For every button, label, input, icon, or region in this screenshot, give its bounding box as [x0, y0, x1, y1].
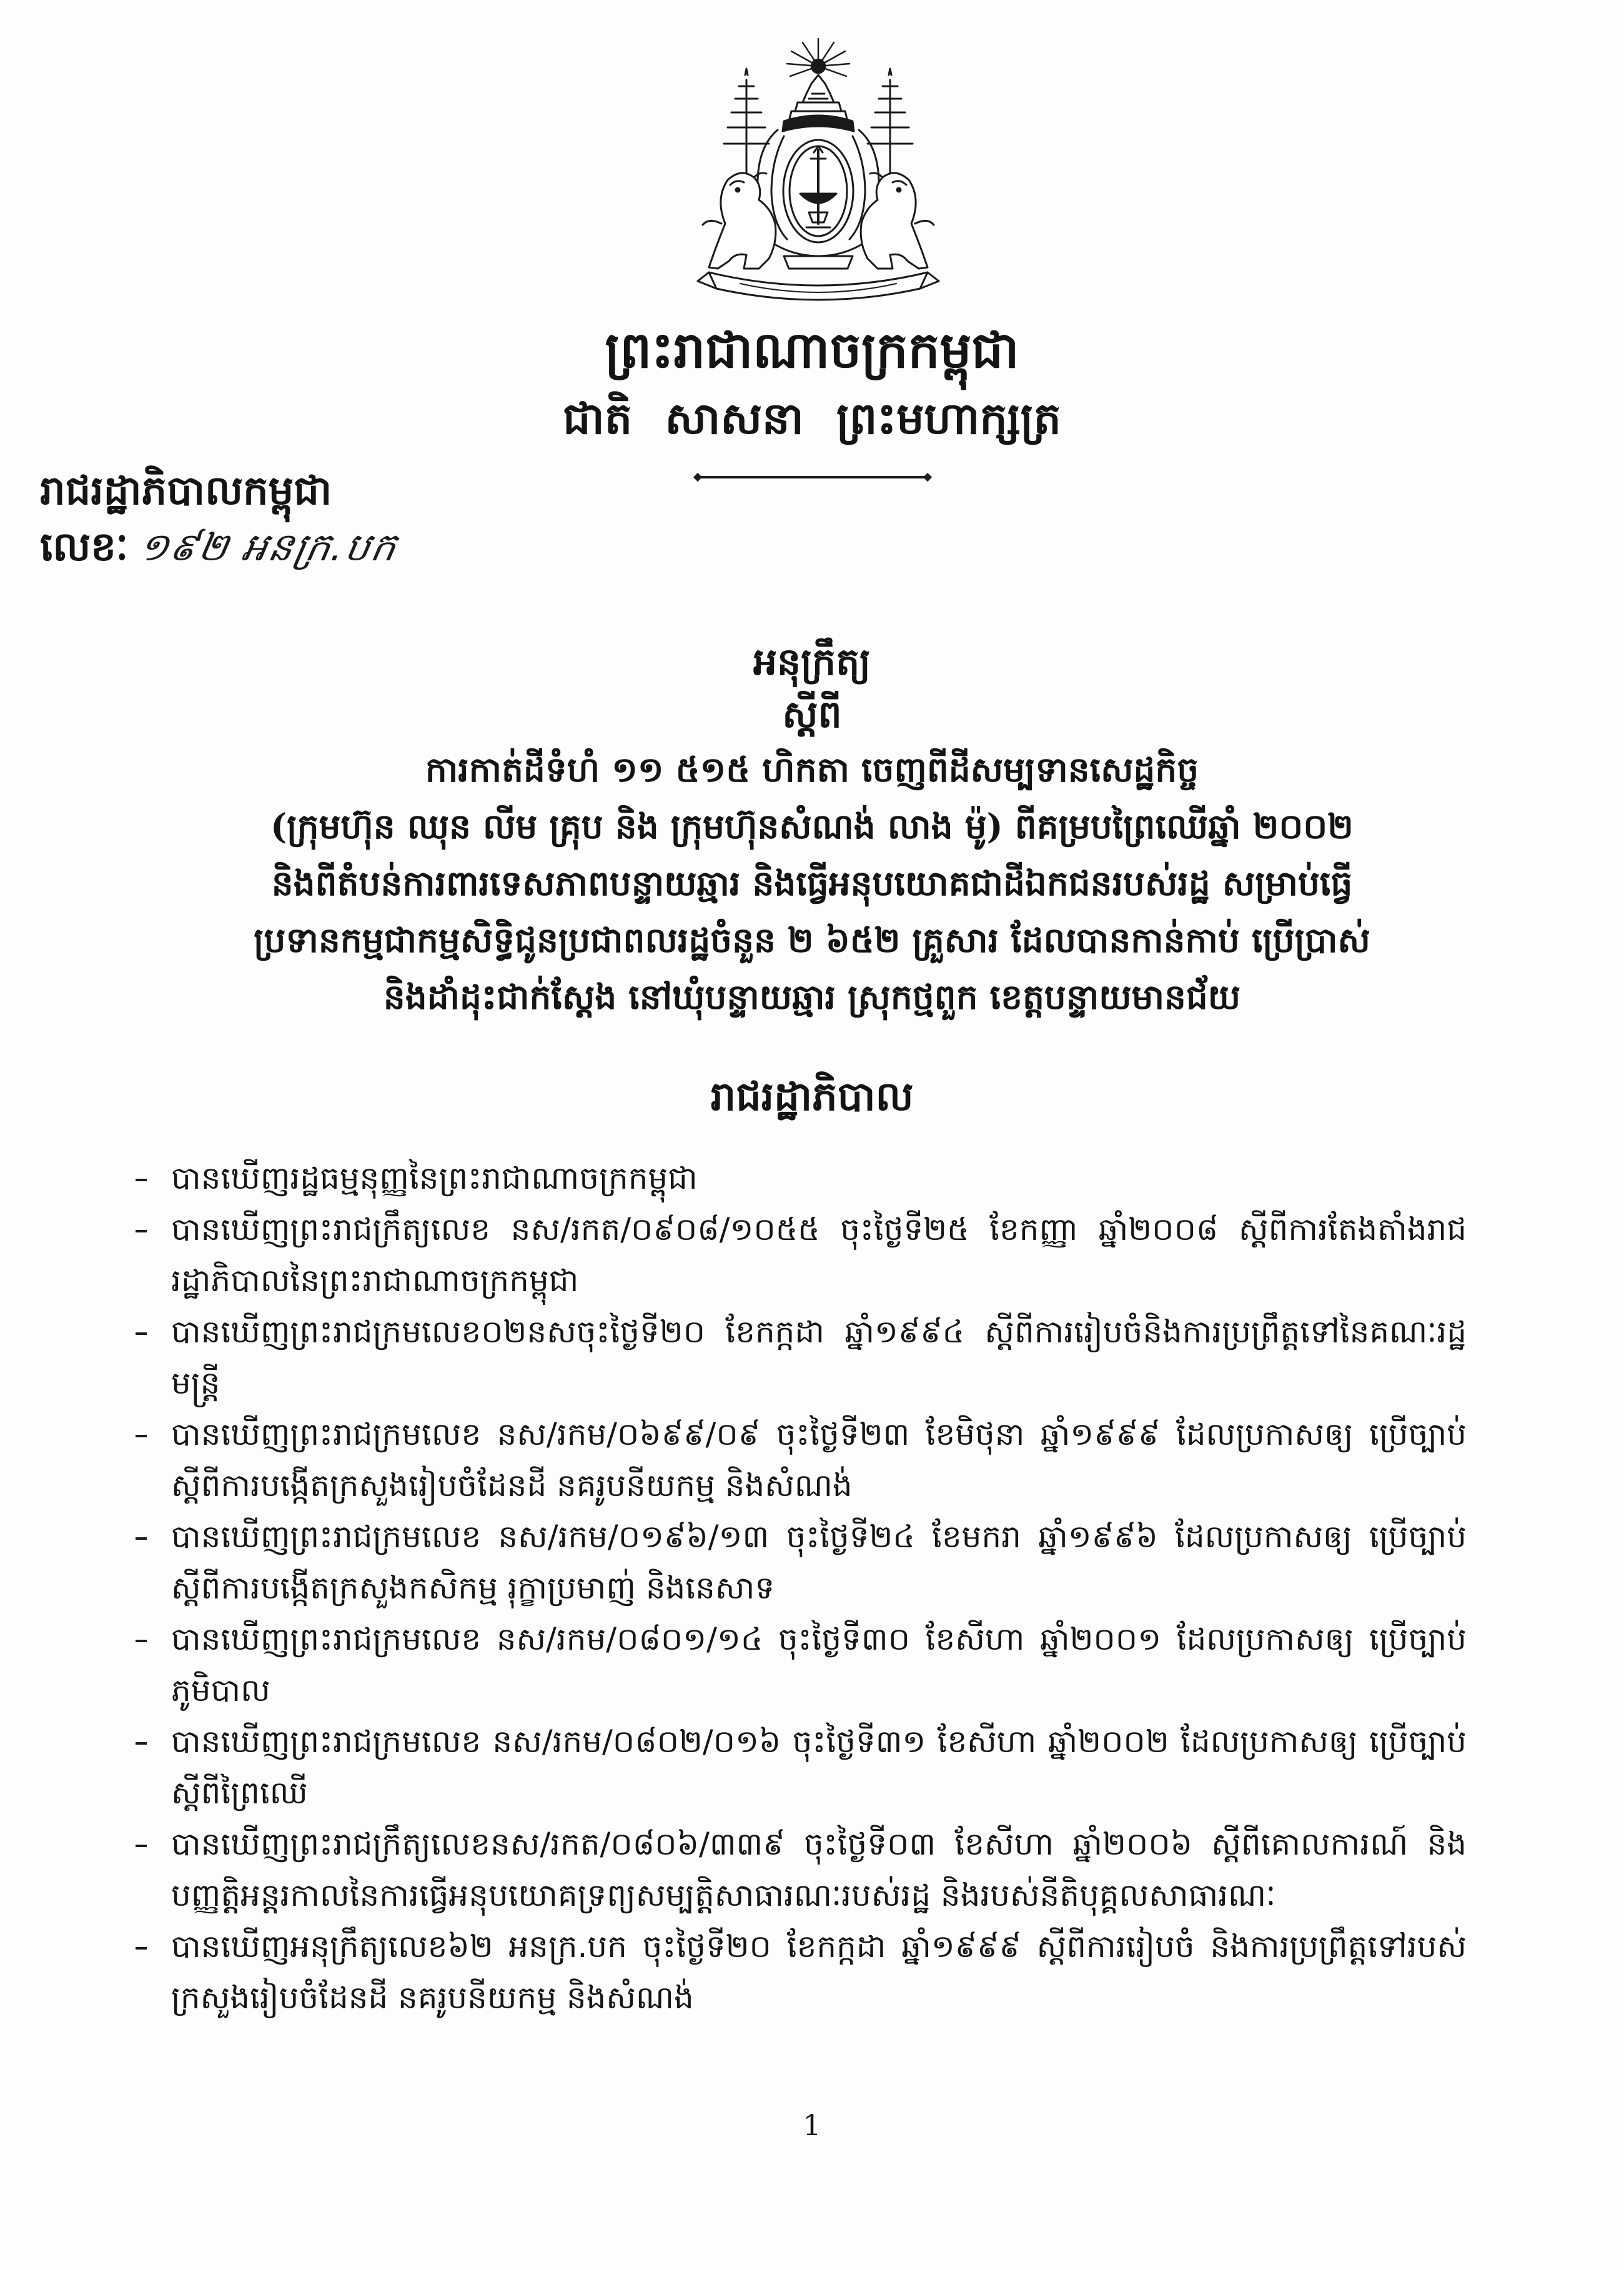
bullet-dash: [128, 1204, 171, 1255]
preamble-item-text: បានឃើញព្រះរាជក្រមលេខ នស/រកម/០៦៩៩/០៩ ចុះថ្ងៃទី២៣ ខែមិថុនា ឆ្នាំ១៩៩៩ ដែលប្រកាសឲ្យ ប្រើច្បាប់ស្តីពីការបង្កើតក្រសួងរៀបចំដែនដី នគរូបនីយកម្ម និងសំណង់: [171, 1416, 1467, 1504]
title-line: និងដាំដុះជាក់ស្តែង នៅឃុំបន្ទាយឆ្មារ ស្រុកថ្មពួក ខេត្តបន្ទាយមានជ័យ: [383, 976, 1241, 1017]
bullet-dash: [128, 1613, 171, 1665]
preamble-item-text: បានឃើញអនុក្រឹត្យលេខ៦២ អនក្រ.បក ចុះថ្ងៃទី២០ ខែកក្កដា ឆ្នាំ១៩៩៩ ស្តីពីការរៀបចំ និងការប្រព្រឹត្តទៅរបស់ក្រសួងរៀបចំដែនដី នគរូបនីយកម្ម និងសំណង់: [171, 1928, 1467, 2016]
document-number-handwritten: ១៩២ អនក្រ.បក: [136, 524, 402, 570]
bullet-dash: [128, 1818, 171, 1870]
crown: [783, 75, 854, 131]
left-supporter: [703, 69, 776, 269]
preamble-item-text: បានឃើញព្រះរាជក្រមលេខ នស/រកម/០១៩៦/១៣ ចុះថ្ងៃទី២៤ ខែមករា ឆ្នាំ១៩៩៦ ដែលប្រកាសឲ្យ ប្រើច្បាប់ស្តីពីការបង្កើតក្រសួងកសិកម្ម រុក្ខាប្រមាញ់ និងនេសាទ: [171, 1519, 1467, 1606]
title-prefix: ស្តីពី: [782, 693, 842, 736]
preamble-item-text: បានឃើញព្រះរាជក្រឹត្យលេខ នស/រកត/០៩០៨/១០៥៥ ចុះថ្ងៃទី២៥ ខែកញ្ញា ឆ្នាំ២០០៨ ស្តីពីការតែងតាំងរាជរដ្ឋាភិបាលនៃព្រះរាជាណាចក្រកម្ពុជា: [171, 1211, 1467, 1299]
title-line: ការកាត់ដីទំហំ ១១ ៥១៥ ហិកតា ចេញពីដីសម្បទានសេដ្ឋកិច្ច: [425, 749, 1199, 790]
shield: [783, 140, 853, 242]
preamble-item-text: បានឃើញព្រះរាជក្រមលេខ នស/រកម/០៨០២/០១៦ ចុះថ្ងៃទី៣១ ខែសីហា ឆ្នាំ២០០២ ដែលប្រកាសឲ្យ ប្រើច្បាប់ស្តីពីព្រៃឈើ: [171, 1723, 1467, 1811]
bullet-dash: [128, 1511, 171, 1562]
sun-rays: [787, 39, 849, 76]
bullet-dash: [128, 1409, 171, 1460]
bullet-dash: [128, 1152, 171, 1204]
preamble-item-text: បានឃើញព្រះរាជក្រមលេខ នស/រកម/០៨០១/១៤ ចុះថ្ងៃទី៣០ ខែសីហា ឆ្នាំ២០០១ ដែលប្រកាសឲ្យ ប្រើច្បាប់ភូមិបាល: [171, 1621, 1467, 1708]
bullet-dash: [128, 1716, 171, 1767]
preamble-item: [128, 1204, 1467, 1306]
bullet-dash: [128, 1921, 171, 1972]
preamble-item: [128, 1818, 1467, 1921]
preamble-item: [128, 1511, 1467, 1613]
document-title: [0, 636, 1624, 1025]
right-supporter: [861, 69, 934, 269]
preamble-item-text: បានឃើញព្រះរាជក្រឹត្យលេខនស/រកត/០៨០៦/៣៣៩ ចុះថ្ងៃទី០៣ ខែសីហា ឆ្នាំ២០០៦ ស្តីពីគោលការណ៍ និងបញ្ញត្តិអន្តរកាលនៃការធ្វើអនុបយោគទ្រព្យសម្បត្តិសាធារណៈរបស់រដ្ឋ និងរបស់នីតិបុគ្គលសាធារណៈ: [171, 1826, 1467, 1913]
bullet-dash: [128, 1306, 171, 1357]
preamble-item: [128, 1306, 1467, 1409]
preamble-item: [128, 1921, 1467, 2023]
header-divider: [698, 476, 927, 478]
title-line: និងពីតំបន់ការពារទេសភាពបន្ទាយឆ្មារ និងធ្វើអនុបយោគជាដីឯកជនរបស់រដ្ឋ សម្រាប់ធ្វើ: [271, 863, 1353, 903]
document-number: [40, 518, 402, 586]
preamble-item-text: បានឃើញព្រះរាជក្រមលេខ០២នសចុះថ្ងៃទី២០ ខែកក្កដា ឆ្នាំ១៩៩៤ ស្តីពីការរៀបចំនិងការប្រព្រឹត្តទៅនៃគណៈរដ្ឋមន្ត្រី: [171, 1314, 1467, 1401]
preamble-list: [128, 1152, 1467, 2023]
national-motto: ជាតិ សាសនា ព្រះមហាក្សត្រ: [563, 392, 1061, 444]
page-number: 1: [803, 2108, 821, 2142]
preamble-item: [128, 1152, 1467, 1204]
preamble-item: [128, 1409, 1467, 1511]
document-number-label: លេខៈ: [40, 523, 129, 570]
kingdom-name: ព្រះរាជាណាចក្រកម្ពុជា: [605, 320, 1019, 379]
title-line: (ក្រុមហ៊ុន ឈុន លីម គ្រុប និង ក្រុមហ៊ុនសំណង់ លាង ម៉ូ) ពីគម្របព្រៃឈើឆ្នាំ ២០០២: [270, 806, 1354, 846]
title-line: ប្រទានកម្មជាកម្មសិទ្ធិជូនប្រជាពលរដ្ឋចំនួន ២ ៦៥២ គ្រួសារ ដែលបានកាន់កាប់ ប្រើប្រាស់: [254, 919, 1370, 960]
ribbon: [698, 256, 939, 300]
document-type: អនុក្រឹត្យ: [753, 640, 871, 684]
preamble-item: [128, 1716, 1467, 1818]
preamble-item: [128, 1613, 1467, 1716]
royal-coat-of-arms-icon: [684, 36, 953, 311]
preamble-heading: រាជរដ្ឋាភិបាល: [710, 1073, 914, 1120]
preamble-item-text: បានឃើញរដ្ឋធម្មនុញ្ញនៃព្រះរាជាណាចក្រកម្ពុជា: [171, 1160, 698, 1196]
issuer-name: រាជរដ្ឋាភិបាលកម្ពុជា: [40, 467, 332, 514]
